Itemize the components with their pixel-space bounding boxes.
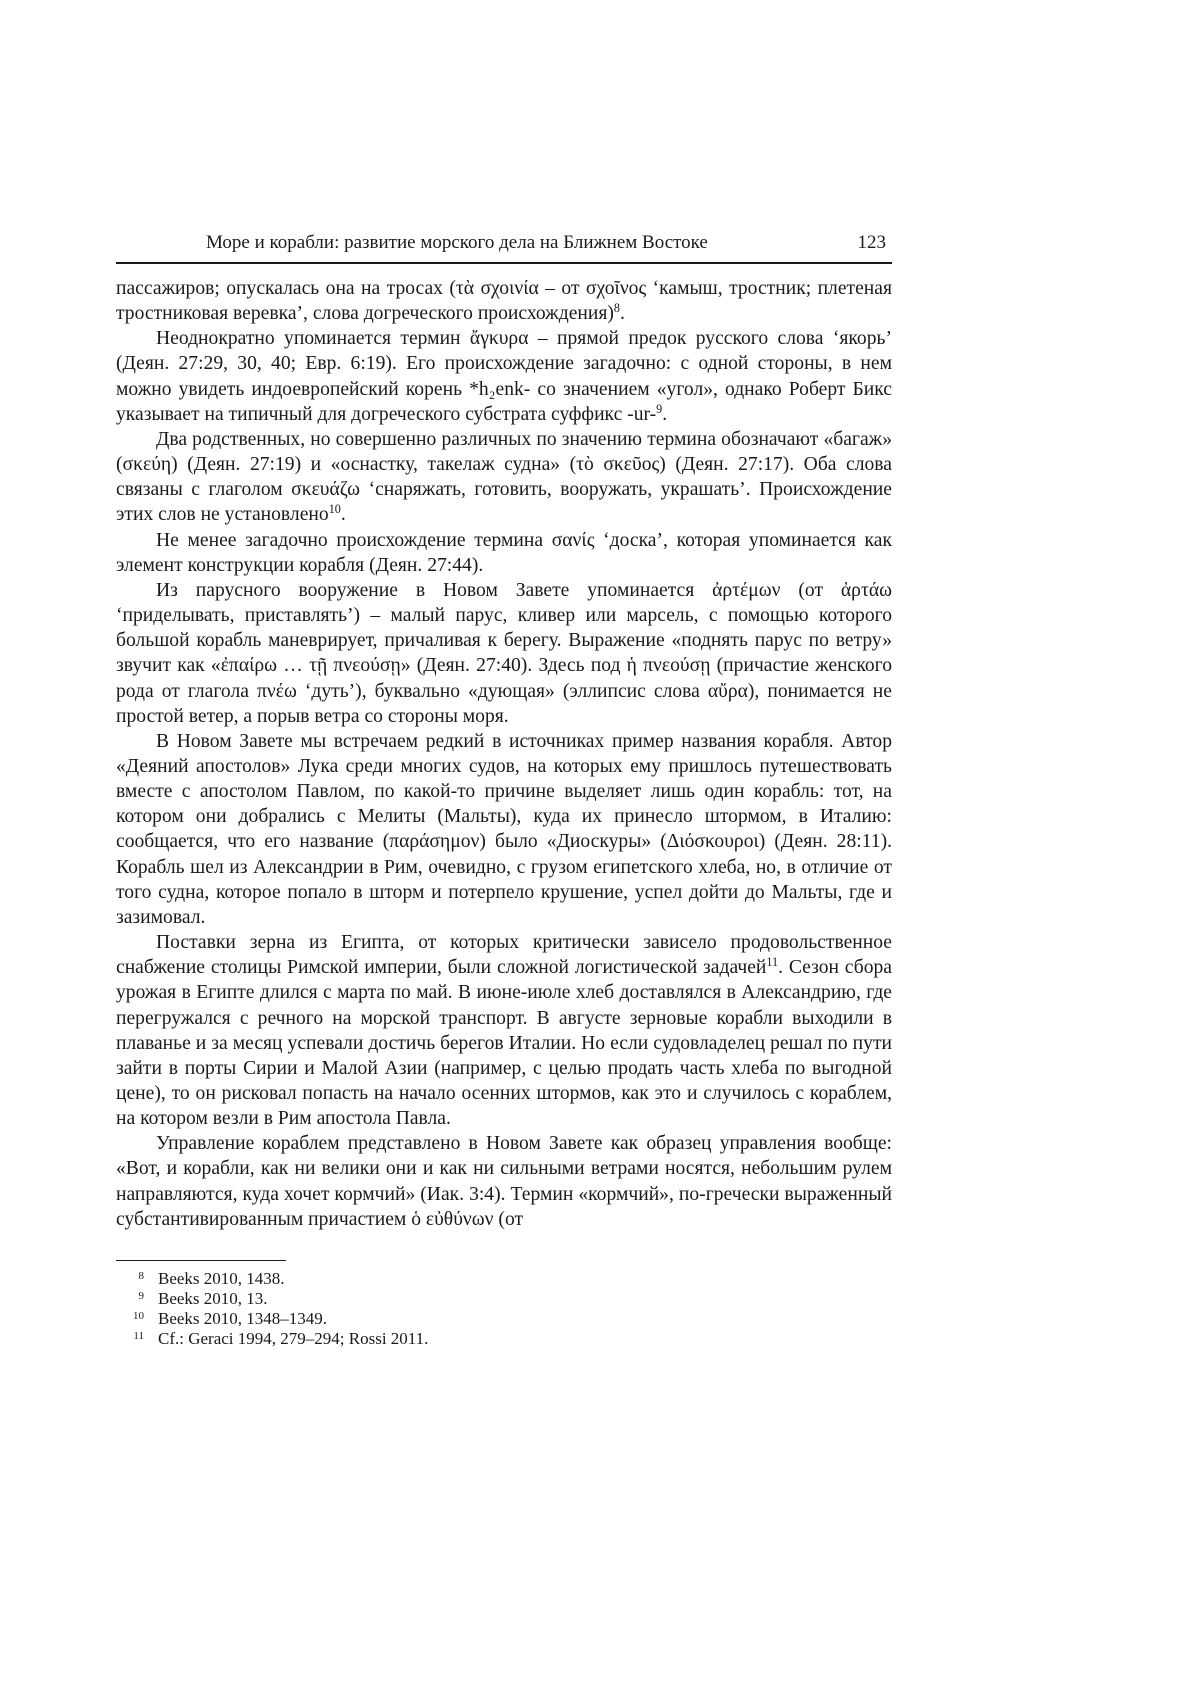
page-number: 123 — [857, 232, 886, 253]
footnote-ref[interactable]: 8 — [613, 300, 620, 315]
footnote-number: 10 — [133, 1309, 144, 1322]
footnote-text: Beeks 2010, 1438. — [158, 1268, 285, 1288]
footnotes — [116, 1269, 892, 1349]
footnote-number: 8 — [138, 1269, 144, 1282]
footnote — [116, 1329, 892, 1349]
footnote-divider — [116, 1260, 286, 1261]
footnote-ref[interactable]: 9 — [656, 401, 663, 416]
paragraph: Не менее загадочно происхождение термина σανίς ‘доска’, которая упоминается как элемент конструкции корабля (Деян. 27:44). — [116, 529, 892, 576]
footnote-ref[interactable]: 10 — [328, 502, 341, 517]
body-text — [116, 276, 892, 1232]
footnote-number: 11 — [133, 1329, 144, 1342]
running-head — [116, 232, 892, 264]
footnote-number: 9 — [138, 1289, 144, 1302]
paragraph: Два родственных, но совершенно различных по значению термина обозначают «багаж» (σκεύη) (Деян. 27:19) и «оснастку, такелаж судна» (τὸ σκεῦος) (Деян. 27:17). Оба слова связаны с глаголом σκευάζω ‘снаряжать, готовить, вооружать, украшать’. Происхождение этих слов не установлено$^{10}$. — [116, 428, 892, 526]
paragraph: Поставки зерна из Египта, от которых критически зависело продовольственное снабжение столицы Римской империи, были сложной логистической задачей$^{11}$. Сезон сбора урожая в Египте длился с марта по май. В июне-июле хлеб доставлялся в Александрию, где перегружался с речного на морской транспорт. В августе зерновые корабли выходили в плаванье и за месяц успевали достичь берегов Италии. Но если судовладелец решал по пути зайти в порты Сирии и Малой Азии (например, с целью продать часть хлеба по выгодной цене), то он рисковал попасть на начало осенних штормов, как это и случилось с кораблем, на котором везли в Рим апостола Павла. — [116, 932, 893, 1130]
footnote — [116, 1309, 892, 1329]
paragraph: Неоднократно упоминается термин ἄγκυρα – прямой предок русского слова ‘якорь’ (Деян. 27:29, 30, 40; Евр. 6:19). Его происхождение загадочно: с одной стороны, в нем можно увидеть индоевропейский корень *h₂enk- со значением «угол», однако Роберт Бикс указывает на типичный для догреческого субстрата суффикс -ur-$^9$. — [116, 328, 892, 425]
paragraph: В Новом Завете мы встречаем редкий в источниках пример названия корабля. Автор «Деяний апостолов» Лука среди многих судов, на которых ему пришлось путешествовать вместе с апостолом Павлом, по какой-то причине выделяет лишь один корабль: тот, на котором они добрались с Мелиты (Мальты), куда их принесло штормом, в Италию: сообщается, что его название (παράσημον) было «Диоскуры» (Διόσκουροι) (Деян. 28:11). Корабль шел из Александрии в Рим, очевидно, с грузом египетского хлеба, но, в отличие от того судна, которое попало в шторм и потерпело крушение, успел дойти до Мальты, где и зазимовал. — [116, 730, 892, 928]
footnote — [116, 1289, 892, 1309]
book-page — [116, 232, 892, 1349]
paragraph: пассажиров; опускалась она на тросах (τὰ σχοινία – от σχοῖνος ‘камыш, тростник; плетеная тростниковая веревка’, слова догреческого происхождения)$^8$. — [116, 278, 892, 325]
paragraph: Управление кораблем представлено в Новом Завете как образец управления вообще: «Вот, и корабли, как ни велики они и как ни сильными ветрами носятся, небольшим рулем направляются, куда хочет кормчий» (Иак. 3:4). Термин «кормчий», по-гречески выраженный субстантивированным причастием ὁ εὐθύνων (от — [116, 1133, 892, 1230]
running-head-title: Море и корабли: развитие морского дела на Ближнем Востоке — [206, 232, 708, 253]
paragraph: Из парусного вооружение в Новом Завете упоминается ἀρτέμων (от ἀρτάω ‘приделывать, приставлять’) – малый парус, кливер или марсель, с помощью которого большой корабль маневрирует, причаливая к берегу. Выражение «поднять парус по ветру» звучит как «ἐπαίρω … τῇ πνεούσῃ» (Деян. 27:40). Здесь под ἡ πνεούσῃ (причастие женского рода от глагола πνέω ‘дуть’), буквально «дующая» (эллипсис слова αὔρα), понимается не простой ветер, а порыв ветра со стороны моря. — [116, 579, 892, 727]
footnote — [116, 1269, 892, 1289]
footnote-text: Cf.: Geraci 1994, 279–294; Rossi 2011. — [158, 1328, 429, 1348]
footnote-ref[interactable]: 11 — [766, 954, 779, 969]
footnote-text: Beeks 2010, 13. — [158, 1288, 268, 1308]
footnote-text: Beeks 2010, 1348–1349. — [158, 1308, 328, 1328]
